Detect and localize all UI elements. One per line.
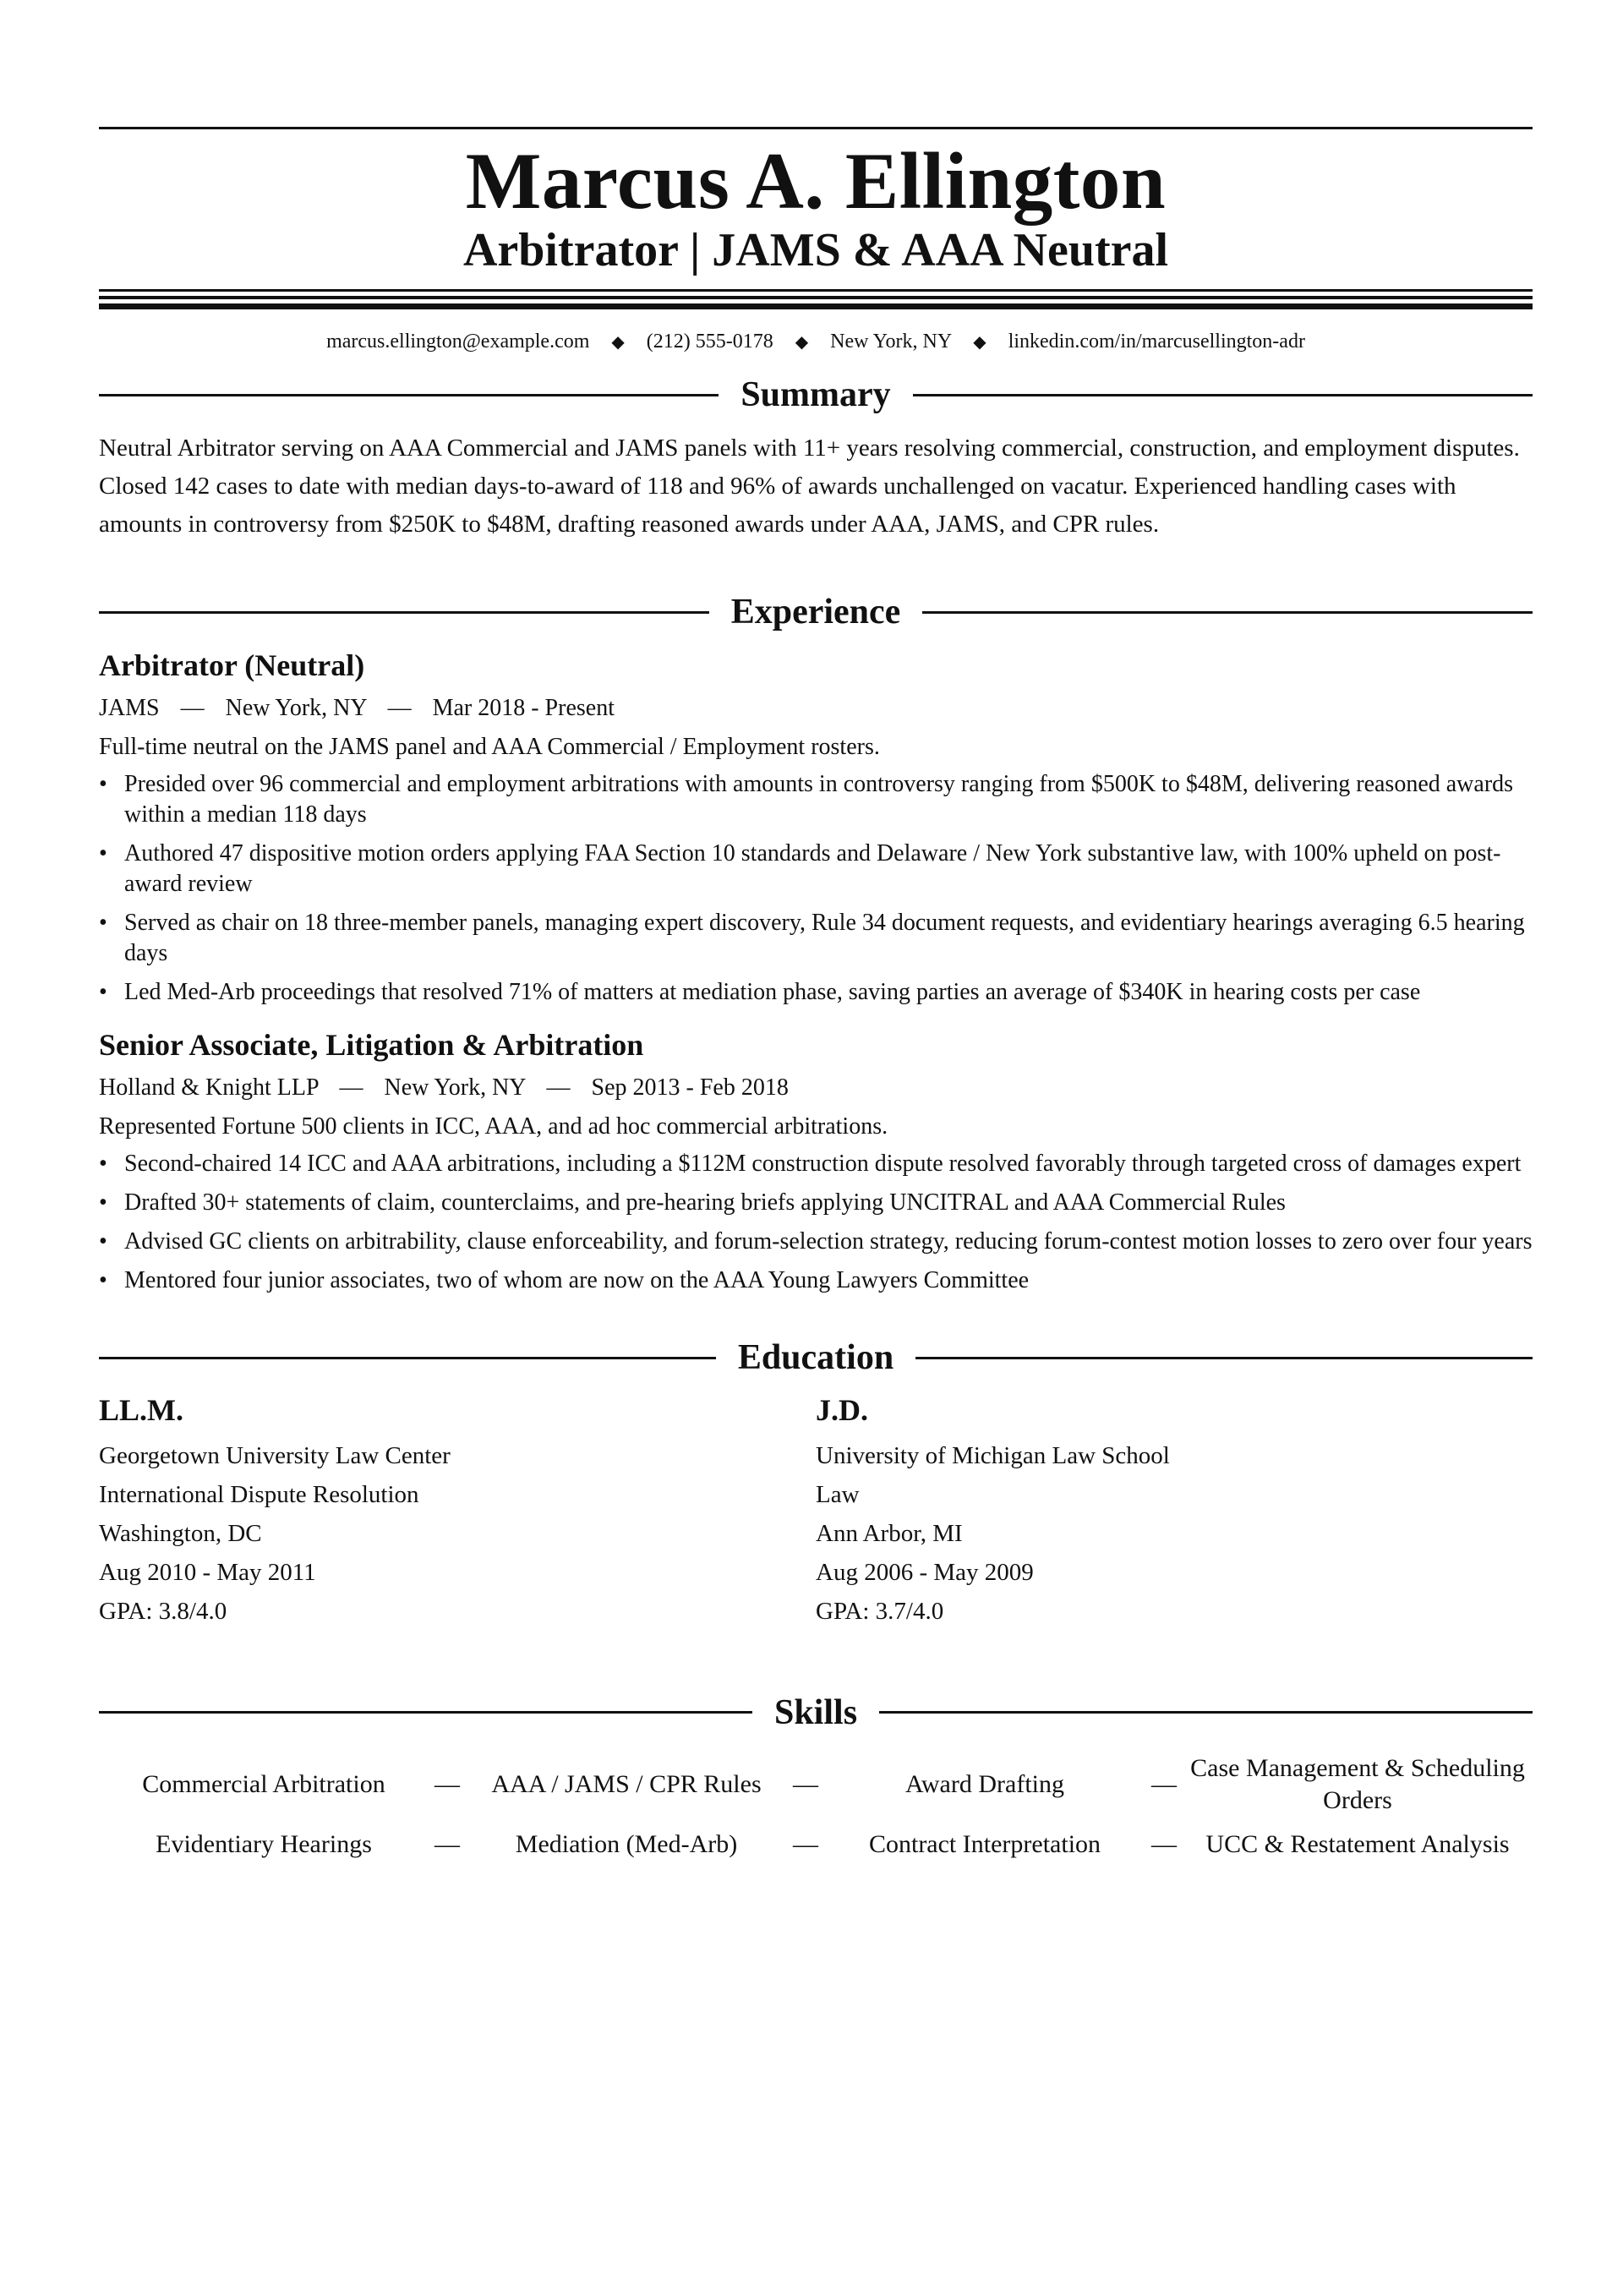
edu-school: University of Michigan Law School [816, 1441, 1170, 1469]
bullet-item [99, 769, 1533, 830]
skills-heading: Skills [773, 1692, 858, 1732]
skill-item: AAA / JAMS / CPR Rules [491, 1769, 762, 1798]
contact-email[interactable]: marcus.ellington@example.com [326, 330, 590, 353]
job-bullets [99, 1149, 1533, 1296]
bullet-icon: • [99, 910, 107, 937]
job-meta [99, 692, 1533, 725]
bullet-text: Advised GC clients on arbitrability, clause enforceability, and forum-selection strategy, reducing forum-contest motion losses to zero over four years [124, 1228, 1533, 1255]
skill-item: Mediation (Med-Arb) [515, 1829, 738, 1858]
bullet-text: Second-chaired 14 ICC and AAA arbitrations, including a $112M construction dispute resolved favorably through targeted cross of damages expert [124, 1151, 1522, 1178]
skill-separator: — [793, 1829, 818, 1858]
header-rule-medium [99, 296, 1533, 299]
contact-phone[interactable]: (212) 555-0178 [646, 330, 773, 353]
bullet-item [99, 1266, 1533, 1296]
job-org: Holland & Knight LLP [99, 1074, 319, 1102]
section-rule-left [99, 1357, 716, 1359]
summary-heading: Summary [740, 375, 891, 415]
bullet-icon: • [99, 840, 107, 867]
job-org: JAMS [99, 695, 160, 722]
edu-dates: Aug 2006 - May 2009 [816, 1558, 1034, 1586]
candidate-name: Marcus A. Ellington [465, 136, 1167, 226]
job-meta [99, 1071, 1533, 1105]
bullet-text: Mentored four junior associates, two of whom are now on the AAA Young Lawyers Committee [124, 1267, 1030, 1294]
skills-heading-row [99, 1692, 1533, 1732]
resume-page [99, 127, 1533, 1861]
section-rule-right [879, 1711, 1533, 1714]
edu-field: Law [816, 1480, 860, 1508]
bullet-item [99, 1188, 1533, 1218]
edu-gpa: GPA: 3.7/4.0 [816, 1597, 944, 1625]
education-entry [99, 1392, 816, 1630]
skill-item: Commercial Arbitration [142, 1769, 385, 1798]
section-rule-left [99, 611, 709, 614]
job-entry [99, 647, 1533, 1008]
bullet-icon: • [99, 1228, 107, 1255]
bullet-item [99, 839, 1533, 899]
bullet-text: Presided over 96 commercial and employment arbitrations with amounts in controversy ranging from $500K to $48M, delivering reasoned awards within a median 118 days [124, 771, 1514, 828]
job-entry [99, 1026, 1533, 1296]
job-dates: Sep 2013 - Feb 2018 [591, 1074, 789, 1102]
bullet-item [99, 1149, 1533, 1179]
job-title: Senior Associate, Litigation & Arbitration [99, 1028, 644, 1063]
education-grid [99, 1392, 1533, 1630]
section-rule-right [913, 394, 1533, 396]
header-rule-thin [99, 289, 1533, 292]
skills-grid [99, 1752, 1533, 1861]
summary-text: Neutral Arbitrator serving on AAA Commercial and JAMS panels with 11+ years resolving commercial, construction, and employment disputes. Closed 142 cases to date with median days-to-award of 118 and 96% of awards unchallenged on vacatur. Experienced handling cases with amounts in controversy from $250K to $48M, drafting reasoned awards under AAA, JAMS, and CPR rules. [99, 435, 1520, 538]
skill-item: Contract Interpretation [868, 1829, 1101, 1858]
section-rule-left [99, 394, 719, 396]
education-entry [816, 1392, 1533, 1630]
skill-separator: — [434, 1769, 460, 1798]
bullet-icon: • [99, 771, 107, 798]
edu-degree: J.D. [816, 1393, 868, 1428]
skill-separator: — [793, 1769, 818, 1798]
edu-field: International Dispute Resolution [99, 1480, 419, 1508]
header-rules [99, 289, 1533, 309]
skill-item: Case Management & Scheduling Orders [1190, 1753, 1525, 1814]
skill-item: Award Drafting [904, 1769, 1064, 1798]
diamond-icon: ◆ [973, 332, 986, 352]
diamond-icon: ◆ [611, 332, 625, 352]
job-description: Represented Fortune 500 clients in ICC, AAA, and ad hoc commercial arbitrations. [99, 1113, 888, 1140]
summary-heading-row [99, 377, 1533, 413]
bullet-text: Authored 47 dispositive motion orders applying FAA Section 10 standards and Delaware / New York substantive law, with 100% upheld on post-award review [124, 840, 1501, 898]
experience-heading: Experience [730, 593, 901, 632]
job-title: Arbitrator (Neutral) [99, 648, 365, 683]
contact-line [99, 330, 1533, 354]
bullet-item [99, 977, 1533, 1008]
bullet-icon: • [99, 1189, 107, 1216]
meta-separator: — [387, 695, 412, 722]
contact-linkedin[interactable]: linkedin.com/in/marcusellington-adr [1008, 330, 1305, 353]
header-rule-thick [99, 303, 1533, 309]
bullet-icon: • [99, 1151, 107, 1178]
job-location: New York, NY [384, 1074, 526, 1102]
section-rule-right [915, 1357, 1533, 1359]
meta-separator: — [546, 1074, 571, 1102]
edu-school: Georgetown University Law Center [99, 1441, 451, 1469]
bullet-icon: • [99, 1267, 107, 1294]
bullet-text: Drafted 30+ statements of claim, counterclaims, and pre-hearing briefs applying UNCITRAL and AAA Commercial Rules [124, 1189, 1286, 1216]
edu-location: Ann Arbor, MI [816, 1519, 963, 1547]
bullet-text: Served as chair on 18 three-member panels, managing expert discovery, Rule 34 document requests, and evidentiary hearings averaging 6.5 hearing days [124, 910, 1525, 967]
education-heading-row [99, 1338, 1533, 1378]
section-rule-left [99, 1711, 752, 1714]
bullet-item [99, 908, 1533, 969]
job-dates: Mar 2018 - Present [432, 695, 615, 722]
header-top-rule [99, 127, 1533, 129]
candidate-title: Arbitrator | JAMS & AAA Neutral [462, 224, 1169, 276]
bullet-text: Led Med-Arb proceedings that resolved 71% of matters at mediation phase, saving parties an average of $340K in hearing costs per case [124, 979, 1421, 1006]
meta-separator: — [180, 695, 205, 722]
contact-location: New York, NY [830, 330, 952, 353]
skill-item: UCC & Restatement Analysis [1205, 1829, 1510, 1858]
education-heading: Education [737, 1338, 894, 1378]
edu-gpa: GPA: 3.8/4.0 [99, 1597, 227, 1625]
bullet-icon: • [99, 979, 107, 1006]
skill-item: Evidentiary Hearings [156, 1829, 372, 1858]
edu-dates: Aug 2010 - May 2011 [99, 1558, 316, 1586]
experience-heading-row [99, 594, 1533, 630]
job-description: Full-time neutral on the JAMS panel and AAA Commercial / Employment rosters. [99, 734, 880, 761]
skill-separator: — [1151, 1769, 1177, 1798]
edu-degree: LL.M. [99, 1393, 184, 1428]
meta-separator: — [339, 1074, 363, 1102]
bullet-item [99, 1227, 1533, 1257]
skill-separator: — [1151, 1829, 1177, 1858]
job-location: New York, NY [225, 695, 367, 722]
edu-location: Washington, DC [99, 1519, 262, 1547]
job-bullets [99, 769, 1533, 1008]
skill-separator: — [434, 1829, 460, 1858]
diamond-icon: ◆ [795, 332, 809, 352]
section-rule-right [922, 611, 1533, 614]
